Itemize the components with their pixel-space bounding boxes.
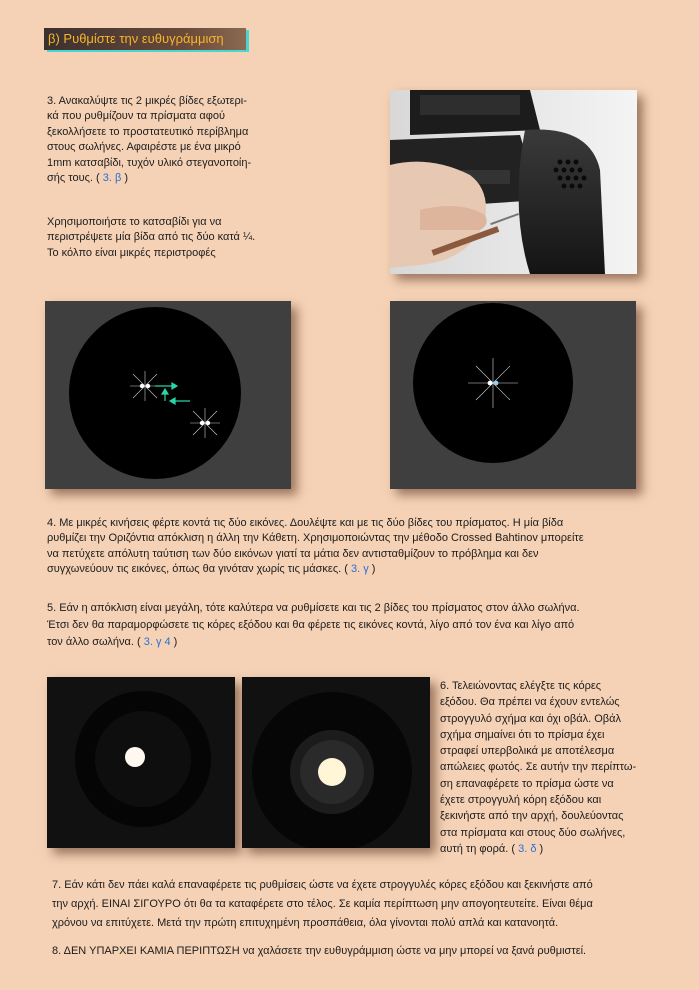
text-line: στα πρίσματα και στους δύο σωλήνες, [440, 826, 626, 839]
figure-reference: 3. β [102, 172, 122, 185]
text-line: απώλειες φωτός. Σε αυτήν την περίπτω- [440, 761, 637, 774]
section-heading: β) Ρυθμίστε την ευθυγράμμιση [44, 28, 246, 50]
figure-reference: 3. γ 4 [143, 636, 171, 648]
text-line: την αρχή. ΕΙΝΑΙ ΣΙΓΟΥΡΟ ότι θα τα καταφέρετε στο τέλος. Σε καμία περίπτωση μην απογοητευτείτε. Είναι θέμα [52, 898, 593, 910]
text-line: 6. Τελειώνοντας ελέγξτε τις κόρες [440, 680, 602, 692]
step-5-text [47, 600, 677, 651]
text-line: Το κόλπο είναι μικρές περιστροφές [47, 246, 216, 259]
figure-reference: 3. γ [350, 563, 369, 576]
step-7-text [52, 876, 682, 933]
text-line: σής τους. ( 3. β ) [47, 172, 129, 185]
text-line: στους σωλήνες. Αφαιρέστε με ένα μικρό [47, 141, 241, 154]
text-line: να πετύχετε απόλυτη ταύτιση των δύο εικόνων γιατί τα μάτια δεν αντισταθμίζουν το πρόβλημα και δεν [47, 547, 539, 560]
step-3b-text [47, 215, 347, 261]
text-line: χρόνου να επιτύχετε. Μετά την πρώτη επιτυχημένη προσπάθεια, όλα γίνονται πολύ απλά και κατανοητά. [52, 917, 559, 929]
text-line: ση επαναφέρετε το πρίσμα ώστε να [440, 777, 614, 790]
step-4-text [47, 516, 667, 578]
misaligned-star-images [45, 301, 291, 489]
figure-reference: 3. δ [518, 842, 537, 855]
text-line: ρυθμίζει την Οριζόντια απόκλιση η άλλη την Κάθετη. Χρησιμοποιώντας την μέθοδο Crossed Bahtinov μπορείτε [47, 532, 584, 545]
step-8-text: 8. ΔΕΝ ΥΠΑΡΧΕΙ ΚΑΜΙΑ ΠΕΡΙΠΤΩΣΗ να χαλάσετε την ευθυγράμμιση ώστε να μην μπορεί να ξανά ρυθμιστεί. [52, 945, 587, 957]
text-line: Έτσι δεν θα παραμορφώσετε τις κόρες εξόδου και θα φέρετε τις εικόνες κοντά, λίγο από τον ένα και λίγο από [47, 619, 575, 631]
text-line: κά που ρυθμίζουν τα πρίσματα αφού [47, 110, 225, 123]
text-line: ξεκολλήσετε το προστατευτικό περίβλημα [47, 125, 249, 138]
step-3-text [47, 94, 347, 186]
text-line: 5. Εάν η απόκλιση είναι μεγάλη, τότε καλύτερα να ρυθμίσετε και τις 2 βίδες του πρίσματος στον άλλο σωλήνα. [47, 602, 580, 614]
text-line: σχήμα σημαίνει ότι το πρίσμα έχει [440, 728, 605, 741]
text-line: τον άλλο σωλήνα. ( 3. γ 4 ) [47, 636, 178, 648]
text-line: 4. Με μικρές κινήσεις φέρτε κοντά τις δύο εικόνες. Δουλέψτε και με τις δύο βίδες του πρίσματος. Η μία βίδα [47, 517, 564, 529]
text-line: συγχωνεύουν τις εικόνες, όπως θα γινόταν χωρίς τις μάσκες. ( 3. γ ) [47, 563, 376, 576]
text-line: ξεκινήστε από την αρχή, δουλεύοντας [440, 810, 624, 823]
text-line: αυτή τη φορά. ( 3. δ ) [440, 842, 544, 855]
text-line: έχετε στρογγυλή κόρη εξόδου και [440, 794, 602, 807]
text-line: Χρησιμοποιήστε το κατσαβίδι για να [47, 216, 222, 228]
exit-pupil-photo-2 [242, 677, 430, 848]
exit-pupil-photo-1 [47, 677, 235, 848]
text-line: 7. Εάν κάτι δεν πάει καλά επαναφέρετε τις ρυθμίσεις ώστε να έχετε στρογγυλές κόρες εξόδου και ξεκινήστε από [52, 879, 593, 891]
text-line: στραφεί υπερβολικά με αποτέλεσμα [440, 745, 615, 758]
text-line: στρογγυλό σχήμα και όχι οβάλ. Οβάλ [440, 712, 621, 725]
aligned-star-image [390, 301, 636, 489]
step-6-text [440, 678, 680, 857]
text-line: 3. Ανακαλύψτε τις 2 μικρές βίδες εξωτερι- [47, 95, 247, 107]
text-line: 1mm κατσαβίδι, τυχόν υλικό στεγανοποίη- [47, 156, 252, 169]
text-line: εξόδου. Θα πρέπει να έχουν εντελώς [440, 696, 620, 709]
binocular-screwdriver-photo [390, 90, 637, 274]
text-line: περιστρέψετε μία βίδα από τις δύο κατά ¼. [47, 231, 256, 244]
